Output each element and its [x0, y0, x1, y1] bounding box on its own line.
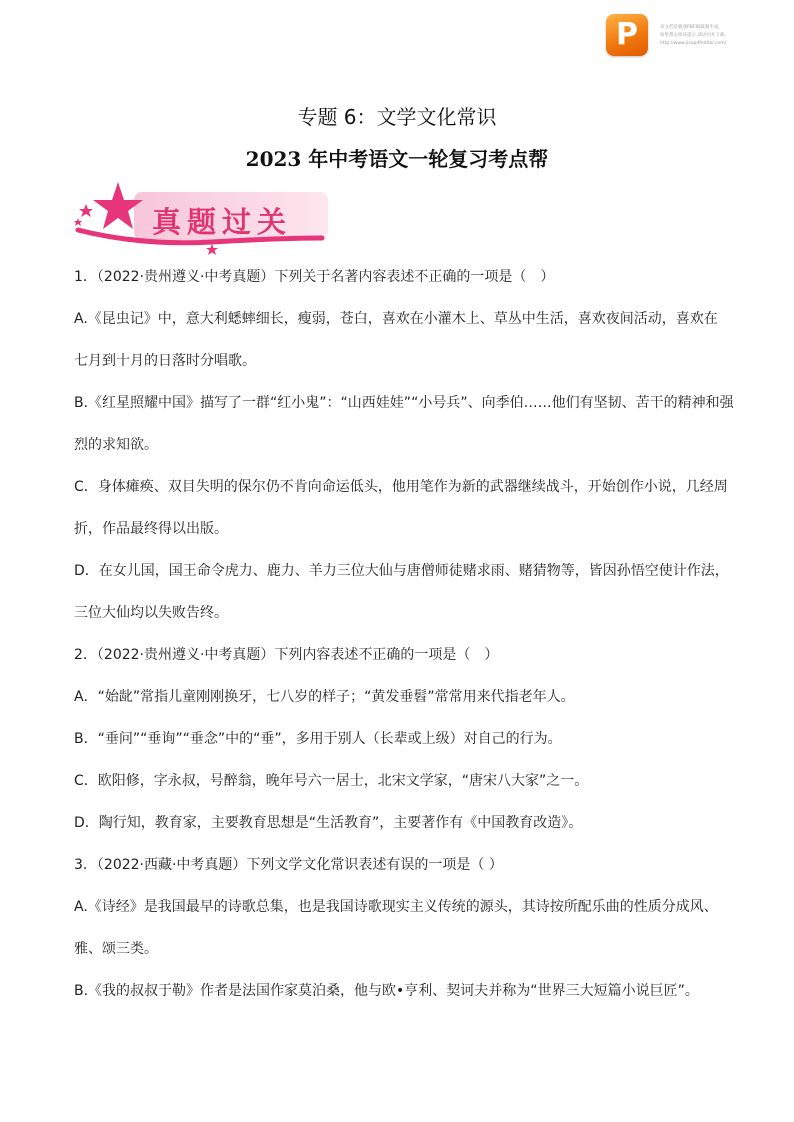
option-line: A.《诗经》是我国最早的诗歌总集，也是我国诗歌现实主义传统的源头，其诗按所配乐曲的性质分成风、	[74, 899, 718, 915]
question	[74, 856, 734, 1000]
banner-label: 真题过关	[152, 205, 293, 239]
option-line: B．“垂问”“垂询”“垂念”中的“垂”，多用于别人（长辈或上级）对自己的行为。	[74, 731, 562, 747]
logo-notice	[660, 24, 794, 48]
option-line: C．欧阳修，字永叔，号醉翁，晚年号六一居士，北宋文学家，“唐宋八大家”之一。	[74, 773, 589, 789]
logo-notice-line: http://www.jisupdfeditor.com/	[660, 41, 727, 46]
option-line: A．“始龀”常指儿童刚刚换牙，七八岁的样子；“黄发垂髫”常常用来代指老年人。	[74, 689, 575, 705]
option-line: A.《昆虫记》中，意大利蟋蟀细长，瘦弱，苍白，喜欢在小灌木上、草丛中生活，喜欢夜间活动，喜欢在	[74, 311, 718, 327]
document-title: 2023 年中考语文一轮复习考点帮	[245, 147, 549, 171]
option-line: D．陶行知，教育家，主要教育思想是“生活教育”，主要著作有《中国教育改造》。	[74, 815, 583, 831]
option-line: B.《我的叔叔于勒》作者是法国作家莫泊桑，他与欧•亨利、契诃夫并称为“世界三大短篇小说巨匠”。	[74, 983, 699, 999]
option	[74, 562, 734, 622]
question-list	[74, 268, 734, 1000]
small-star-icon	[74, 218, 82, 226]
option-line: 雅、颂三类。	[74, 941, 158, 957]
pdf-editor-logo	[606, 14, 727, 56]
document-header	[0, 102, 794, 174]
option	[74, 394, 734, 454]
p-logo-icon: P	[606, 14, 648, 56]
option	[74, 310, 734, 370]
option-line: D．在女儿国，国王命令虎力、鹿力、羊力三位大仙与唐僧师徒赌求雨、赌猜物等，皆因孙悟空使计作法，	[74, 563, 729, 579]
logo-notice-line: 如果想去掉该提示,请访问并下载:	[660, 33, 726, 38]
question-stem: 3．（2022·西藏·中考真题）下列文学文化常识表述有误的一项是（ ）	[74, 857, 503, 873]
option-line: 折，作品最终得以出版。	[74, 521, 228, 537]
logo-notice-line: 该文档是极速PDF编辑器生成,	[660, 25, 720, 30]
question	[74, 646, 734, 832]
question	[74, 268, 734, 622]
question-stem: 1．（2022·贵州遵义·中考真题）下列关于名著内容表述不正确的一项是（ ）	[74, 269, 555, 285]
question-stem: 2．（2022·贵州遵义·中考真题）下列内容表述不正确的一项是（ ）	[74, 647, 499, 663]
small-star-icon	[206, 244, 218, 255]
option-line: C．身体瘫痪、双目失明的保尔仍不肯向命运低头，他用笔作为新的武器继续战斗，开始创作小说，几经周	[74, 479, 728, 495]
option-line: B.《红星照耀中国》描写了一群“红小鬼”：“山西娃娃”“小号兵”、向季伯……他们有坚韧、苦干的精神和强	[74, 395, 734, 411]
section-banner	[72, 180, 332, 260]
topic-title: 专题 6：文学文化常识	[297, 105, 497, 129]
option	[74, 478, 734, 538]
option-line: 烈的求知欲。	[74, 437, 158, 453]
option-line: 七月到十月的日落时分唱歌。	[74, 353, 256, 369]
option	[74, 898, 734, 958]
option-line: 三位大仙均以失败告终。	[74, 605, 228, 621]
small-star-icon	[79, 204, 93, 217]
